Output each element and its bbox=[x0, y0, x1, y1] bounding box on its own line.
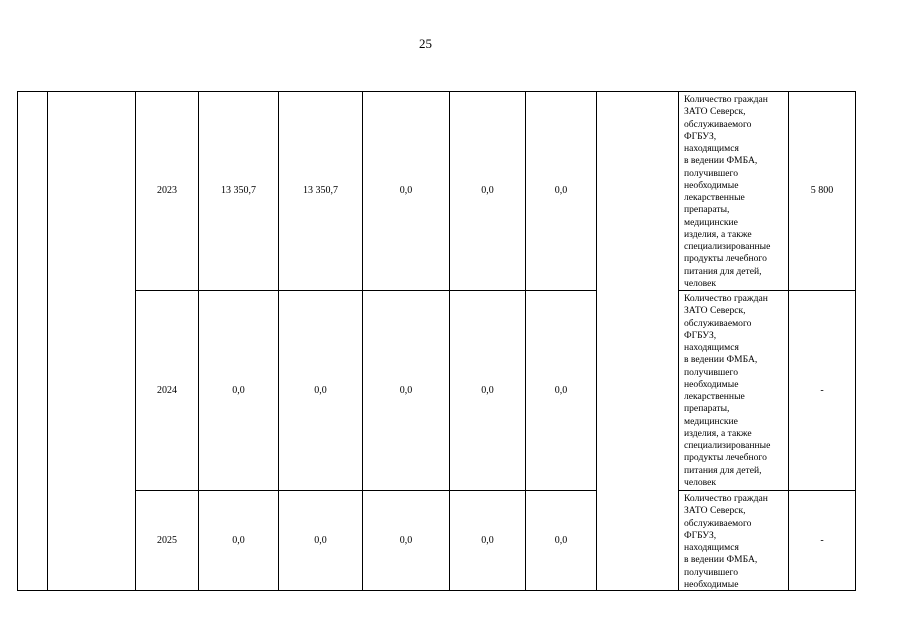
indicator-line: Количество граждан bbox=[684, 94, 768, 105]
indicator-line: необходимые bbox=[684, 179, 739, 191]
executor-cell bbox=[597, 92, 679, 591]
indicator-line: обслуживаемого bbox=[684, 517, 752, 529]
indicator-line: продукты лечебного bbox=[684, 452, 767, 464]
amount-source-1-cell: 0,0 bbox=[279, 491, 363, 591]
indicator-line: находящимся bbox=[684, 342, 739, 353]
table-row bbox=[18, 291, 856, 491]
indicator-line: ЗАТО Северск, bbox=[684, 305, 746, 317]
year-cell: 2023 bbox=[136, 92, 199, 291]
indicator-line: ЗАТО Северск, bbox=[684, 505, 746, 517]
indicator-line: питания для детей, bbox=[684, 464, 762, 476]
year-cell: 2025 bbox=[136, 491, 199, 591]
indicator-line: медицинские bbox=[684, 415, 738, 427]
indicator-line: лекарственные bbox=[684, 391, 745, 402]
amount-source-2-cell: 0,0 bbox=[363, 291, 450, 491]
indicator-line: медицинские bbox=[684, 216, 738, 228]
amount-total-cell: 0,0 bbox=[199, 491, 279, 591]
table-row bbox=[18, 92, 856, 291]
indicator-line: получившего bbox=[684, 566, 739, 578]
indicator-line: изделия, а также bbox=[684, 427, 752, 439]
indicator-value-cell: - bbox=[789, 491, 856, 591]
indicator-line: продукты лечебного bbox=[684, 253, 767, 265]
indicator-line: необходимые bbox=[684, 578, 739, 590]
indicator-line: препараты, bbox=[684, 204, 730, 216]
indicator-line: человек bbox=[684, 277, 717, 289]
program-table bbox=[17, 91, 856, 591]
indicator-line: специализированные bbox=[684, 440, 771, 451]
amount-source-4-cell: 0,0 bbox=[526, 92, 597, 291]
indicator-line: ФГБУЗ, bbox=[684, 529, 717, 541]
indicator-line: получившего bbox=[684, 366, 739, 378]
indicator-line: Количество граждан bbox=[684, 493, 768, 504]
amount-source-2-cell: 0,0 bbox=[363, 491, 450, 591]
amount-source-3-cell: 0,0 bbox=[450, 291, 526, 491]
indicator-value-cell: 5 800 bbox=[789, 92, 856, 291]
indicator-cell bbox=[679, 491, 789, 591]
year-cell: 2024 bbox=[136, 291, 199, 491]
amount-source-4-cell: 0,0 bbox=[526, 491, 597, 591]
amount-source-1-cell: 13 350,7 bbox=[279, 92, 363, 291]
task-name-cell bbox=[48, 92, 136, 591]
indicator-value-cell: - bbox=[789, 291, 856, 491]
amount-source-2-cell: 0,0 bbox=[363, 92, 450, 291]
indicator-line: питания для детей, bbox=[684, 265, 762, 277]
indicator-line: в ведении ФМБА, bbox=[684, 554, 758, 566]
indicator-line: ЗАТО Северск, bbox=[684, 106, 746, 118]
indicator-line: препараты, bbox=[684, 403, 730, 415]
amount-source-3-cell: 0,0 bbox=[450, 92, 526, 291]
indicator-line: обслуживаемого bbox=[684, 317, 752, 329]
amount-source-1-cell: 0,0 bbox=[279, 291, 363, 491]
indicator-line: необходимые bbox=[684, 378, 739, 390]
number-cell bbox=[18, 92, 48, 591]
indicator-line: находящимся bbox=[684, 143, 739, 154]
amount-total-cell: 13 350,7 bbox=[199, 92, 279, 291]
indicator-line: изделия, а также bbox=[684, 228, 752, 240]
amount-source-4-cell: 0,0 bbox=[526, 291, 597, 491]
indicator-line: Количество граждан bbox=[684, 293, 768, 304]
indicator-line: лекарственные bbox=[684, 192, 745, 203]
indicator-cell bbox=[679, 291, 789, 491]
indicator-cell bbox=[679, 92, 789, 291]
indicator-line: ФГБУЗ, bbox=[684, 130, 717, 142]
indicator-line: ФГБУЗ, bbox=[684, 329, 717, 341]
indicator-line: в ведении ФМБА, bbox=[684, 155, 758, 167]
amount-source-3-cell: 0,0 bbox=[450, 491, 526, 591]
page-number: 25 bbox=[419, 36, 432, 51]
indicator-line: человек bbox=[684, 476, 717, 488]
indicator-line: специализированные bbox=[684, 241, 771, 252]
table-row bbox=[18, 491, 856, 591]
indicator-line: находящимся bbox=[684, 542, 739, 553]
indicator-line: обслуживаемого bbox=[684, 118, 752, 130]
indicator-line: в ведении ФМБА, bbox=[684, 354, 758, 366]
indicator-line: получившего bbox=[684, 167, 739, 179]
amount-total-cell: 0,0 bbox=[199, 291, 279, 491]
